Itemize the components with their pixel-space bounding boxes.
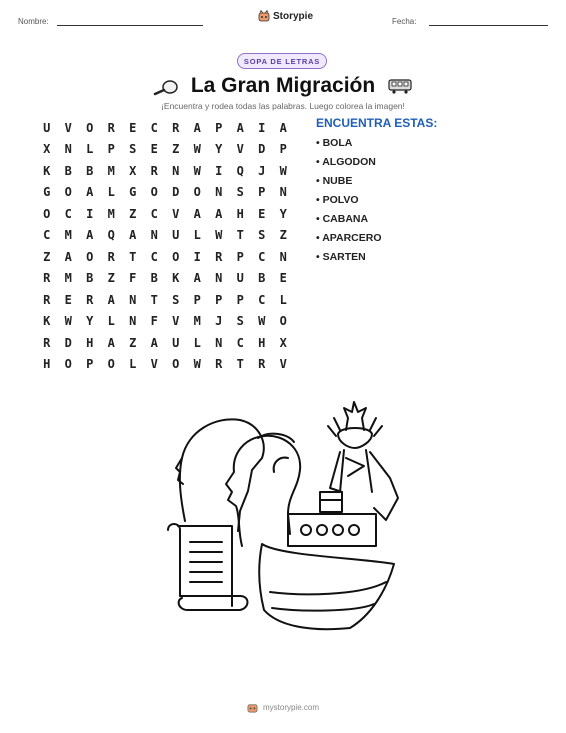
grid-letter[interactable]: Y xyxy=(279,206,287,221)
word-list-title: ENCUENTRA ESTAS: xyxy=(316,116,438,130)
grid-letter[interactable]: D xyxy=(172,185,180,200)
grid-letter[interactable]: P xyxy=(193,292,201,307)
grid-letter[interactable]: S xyxy=(258,228,266,243)
grid-letter[interactable]: V xyxy=(172,206,180,221)
grid-letter[interactable]: F xyxy=(150,314,158,329)
document-scroll xyxy=(168,524,248,610)
grid-letter[interactable]: B xyxy=(64,163,72,178)
grid-letter[interactable]: V xyxy=(172,314,180,329)
grid-letter[interactable]: E xyxy=(279,271,287,286)
grid-letter[interactable]: V xyxy=(236,142,244,157)
grid-letter[interactable]: N xyxy=(172,163,180,178)
grid-letter[interactable]: N xyxy=(279,185,287,200)
grid-letter[interactable]: Z xyxy=(172,142,180,157)
grid-letter[interactable]: S xyxy=(236,314,244,329)
word-search-grid[interactable] xyxy=(36,117,294,375)
grid-letter[interactable]: R xyxy=(215,357,223,372)
grid-letter[interactable]: U xyxy=(172,335,180,350)
grid-row xyxy=(36,289,294,311)
grid-letter[interactable]: M xyxy=(64,271,72,286)
grid-letter[interactable]: A xyxy=(193,271,201,286)
grid-letter[interactable]: N xyxy=(215,271,223,286)
grid-letter[interactable]: J xyxy=(258,163,266,178)
grid-letter[interactable]: V xyxy=(150,357,158,372)
grid-letter[interactable]: A xyxy=(193,120,201,135)
grid-letter[interactable]: R xyxy=(150,163,158,178)
grid-letter[interactable]: Y xyxy=(215,142,223,157)
grid-row xyxy=(36,225,294,247)
grid-letter[interactable]: Z xyxy=(129,206,137,221)
word-list-item: • ALGODON xyxy=(316,156,376,168)
grid-letter[interactable]: Z xyxy=(129,335,137,350)
grid-letter[interactable]: K xyxy=(172,271,180,286)
grid-letter[interactable]: L xyxy=(129,357,137,372)
grid-letter[interactable]: T xyxy=(150,292,158,307)
date-line[interactable] xyxy=(429,25,548,26)
grid-row xyxy=(36,246,294,268)
grid-row xyxy=(36,139,294,161)
brand-name: Storypie xyxy=(273,10,314,22)
grid-letter[interactable]: I xyxy=(215,163,223,178)
grid-letter[interactable]: R xyxy=(258,357,266,372)
grid-letter[interactable]: T xyxy=(236,228,244,243)
grid-letter[interactable]: P xyxy=(236,249,244,264)
grid-letter[interactable]: A xyxy=(279,120,287,135)
grid-letter[interactable]: A xyxy=(215,206,223,221)
grid-letter[interactable]: C xyxy=(64,206,72,221)
grid-letter[interactable]: A xyxy=(129,228,137,243)
grid-letter[interactable]: L xyxy=(107,185,115,200)
grid-letter[interactable]: H xyxy=(43,357,51,372)
grid-row xyxy=(36,354,294,376)
grid-letter[interactable]: T xyxy=(129,249,137,264)
grid-letter[interactable]: R xyxy=(43,292,51,307)
grid-letter[interactable]: H xyxy=(258,335,266,350)
grid-row xyxy=(36,117,294,139)
grid-letter[interactable]: P xyxy=(279,142,287,157)
grid-letter[interactable]: K xyxy=(43,163,51,178)
grid-letter[interactable]: B xyxy=(86,271,94,286)
grid-letter[interactable]: S xyxy=(236,185,244,200)
grid-letter[interactable]: L xyxy=(193,228,201,243)
grid-letter[interactable]: D xyxy=(258,142,266,157)
grid-letter[interactable]: M xyxy=(193,314,201,329)
grid-letter[interactable]: N xyxy=(64,142,72,157)
grid-letter[interactable]: O xyxy=(64,357,72,372)
grid-letter[interactable]: L xyxy=(279,292,287,307)
grid-letter[interactable]: P xyxy=(107,142,115,157)
storypie-mascot-icon xyxy=(258,10,270,22)
grid-letter[interactable]: E xyxy=(150,142,158,157)
grid-letter[interactable]: L xyxy=(193,335,201,350)
grid-letter[interactable]: V xyxy=(279,357,287,372)
grid-letter[interactable]: R xyxy=(86,292,94,307)
grid-letter[interactable]: C xyxy=(43,228,51,243)
grid-letter[interactable]: O xyxy=(193,185,201,200)
grid-row xyxy=(36,311,294,333)
coloring-illustration xyxy=(160,396,410,641)
grid-letter[interactable]: B xyxy=(86,163,94,178)
grid-letter[interactable]: A xyxy=(193,206,201,221)
grid-row xyxy=(36,268,294,290)
grid-letter[interactable]: E xyxy=(129,120,137,135)
word-list xyxy=(316,137,382,270)
grid-letter[interactable]: A xyxy=(236,120,244,135)
grid-letter[interactable]: A xyxy=(107,335,115,350)
steamship xyxy=(259,492,394,629)
grid-letter[interactable]: E xyxy=(64,292,72,307)
word-list-item: • APARCERO xyxy=(316,232,382,244)
storypie-mascot-icon xyxy=(247,702,258,713)
grid-letter[interactable]: O xyxy=(86,249,94,264)
grid-letter[interactable]: P xyxy=(236,292,244,307)
grid-letter[interactable]: N xyxy=(129,314,137,329)
grid-letter[interactable]: C xyxy=(150,120,158,135)
grid-letter[interactable]: R xyxy=(215,249,223,264)
word-list-item: • NUBE xyxy=(316,175,353,187)
grid-letter[interactable]: I xyxy=(258,120,266,135)
title-text: La Gran Migración xyxy=(190,74,376,97)
grid-letter[interactable]: M xyxy=(107,206,115,221)
grid-letter[interactable]: E xyxy=(258,206,266,221)
activity-badge: SOPA DE LETRAS xyxy=(237,53,327,69)
grid-letter[interactable]: N xyxy=(150,228,158,243)
grid-letter[interactable]: G xyxy=(129,185,137,200)
grid-letter[interactable]: C xyxy=(236,335,244,350)
page-title xyxy=(0,74,566,98)
grid-letter[interactable]: C xyxy=(150,206,158,221)
grid-letter[interactable]: J xyxy=(215,314,223,329)
grid-letter[interactable]: S xyxy=(172,292,180,307)
grid-letter[interactable]: X xyxy=(279,335,287,350)
grid-letter[interactable]: O xyxy=(43,206,51,221)
grid-letter[interactable]: L xyxy=(107,314,115,329)
name-line[interactable] xyxy=(57,25,203,26)
grid-letter[interactable]: X xyxy=(129,163,137,178)
name-label: Nombre: xyxy=(18,17,49,26)
grid-letter[interactable]: A xyxy=(64,249,72,264)
grid-letter[interactable]: U xyxy=(43,120,51,135)
grid-row xyxy=(36,160,294,182)
date-label: Fecha: xyxy=(392,17,417,26)
word-list-item: • POLVO xyxy=(316,194,359,206)
grid-letter[interactable]: Y xyxy=(86,314,94,329)
grid-letter[interactable]: O xyxy=(107,357,115,372)
grid-letter[interactable]: B xyxy=(258,271,266,286)
grid-letter[interactable]: R xyxy=(43,335,51,350)
train-car-icon xyxy=(387,78,413,94)
grid-letter[interactable]: C xyxy=(258,249,266,264)
grid-letter[interactable]: F xyxy=(129,271,137,286)
word-list-item: • CABANA xyxy=(316,213,369,225)
grid-letter[interactable]: O xyxy=(64,185,72,200)
grid-letter[interactable]: C xyxy=(150,249,158,264)
grid-letter[interactable]: X xyxy=(43,142,51,157)
grid-letter[interactable]: D xyxy=(64,335,72,350)
grid-letter[interactable]: W xyxy=(64,314,72,329)
grid-letter[interactable]: A xyxy=(107,292,115,307)
grid-letter[interactable]: O xyxy=(86,120,94,135)
grid-letter[interactable]: N xyxy=(215,185,223,200)
grid-letter[interactable]: R xyxy=(43,271,51,286)
man-profile-silhouette xyxy=(180,419,264,531)
grid-letter[interactable]: W xyxy=(215,228,223,243)
grid-letter[interactable]: H xyxy=(86,335,94,350)
grid-letter[interactable]: T xyxy=(236,357,244,372)
grid-letter[interactable]: G xyxy=(43,185,51,200)
grid-letter[interactable]: O xyxy=(172,249,180,264)
grid-letter[interactable]: I xyxy=(86,206,94,221)
grid-row xyxy=(36,332,294,354)
grid-letter[interactable]: R xyxy=(107,120,115,135)
grid-letter[interactable]: S xyxy=(129,142,137,157)
grid-letter[interactable]: P xyxy=(215,120,223,135)
grid-letter[interactable]: L xyxy=(86,142,94,157)
frying-pan-icon xyxy=(153,75,179,97)
grid-letter[interactable]: P xyxy=(258,185,266,200)
grid-letter[interactable]: A xyxy=(86,185,94,200)
grid-row xyxy=(36,182,294,204)
word-list-item: • BOLA xyxy=(316,137,353,149)
grid-letter[interactable]: A xyxy=(150,335,158,350)
grid-letter[interactable]: Q xyxy=(107,228,115,243)
grid-letter[interactable]: W xyxy=(279,163,287,178)
grid-letter[interactable]: W xyxy=(193,142,201,157)
word-list-item: • SARTEN xyxy=(316,251,366,263)
grid-row xyxy=(36,203,294,225)
grid-letter[interactable]: M xyxy=(107,163,115,178)
grid-letter[interactable]: B xyxy=(150,271,158,286)
grid-letter[interactable]: P xyxy=(215,292,223,307)
grid-letter[interactable]: Q xyxy=(236,163,244,178)
grid-letter[interactable]: P xyxy=(86,357,94,372)
grid-letter[interactable]: N xyxy=(279,249,287,264)
grid-letter[interactable]: A xyxy=(86,228,94,243)
footer-site[interactable]: mystorypie.com xyxy=(262,703,319,712)
grid-letter[interactable]: O xyxy=(172,357,180,372)
grid-letter[interactable]: C xyxy=(258,292,266,307)
grid-letter[interactable]: W xyxy=(193,163,201,178)
grid-letter[interactable]: R xyxy=(107,249,115,264)
brand-logo xyxy=(258,10,313,22)
statue-of-liberty xyxy=(328,402,398,520)
grid-letter[interactable]: Z xyxy=(43,249,51,264)
grid-letter[interactable]: Z xyxy=(279,228,287,243)
grid-letter[interactable]: R xyxy=(172,120,180,135)
grid-letter[interactable]: N xyxy=(215,335,223,350)
grid-letter[interactable]: K xyxy=(43,314,51,329)
grid-letter[interactable]: Z xyxy=(107,271,115,286)
grid-letter[interactable]: H xyxy=(236,206,244,221)
grid-letter[interactable]: U xyxy=(236,271,244,286)
footer xyxy=(0,702,566,713)
grid-letter[interactable]: O xyxy=(150,185,158,200)
grid-letter[interactable]: M xyxy=(64,228,72,243)
grid-letter[interactable]: O xyxy=(279,314,287,329)
instructions: ¡Encuentra y rodea todas las palabras. Luego colorea la imagen! xyxy=(161,101,405,111)
grid-letter[interactable]: U xyxy=(172,228,180,243)
grid-letter[interactable]: W xyxy=(193,357,201,372)
grid-letter[interactable]: I xyxy=(193,249,201,264)
grid-letter[interactable]: V xyxy=(64,120,72,135)
grid-letter[interactable]: W xyxy=(258,314,266,329)
grid-letter[interactable]: N xyxy=(129,292,137,307)
